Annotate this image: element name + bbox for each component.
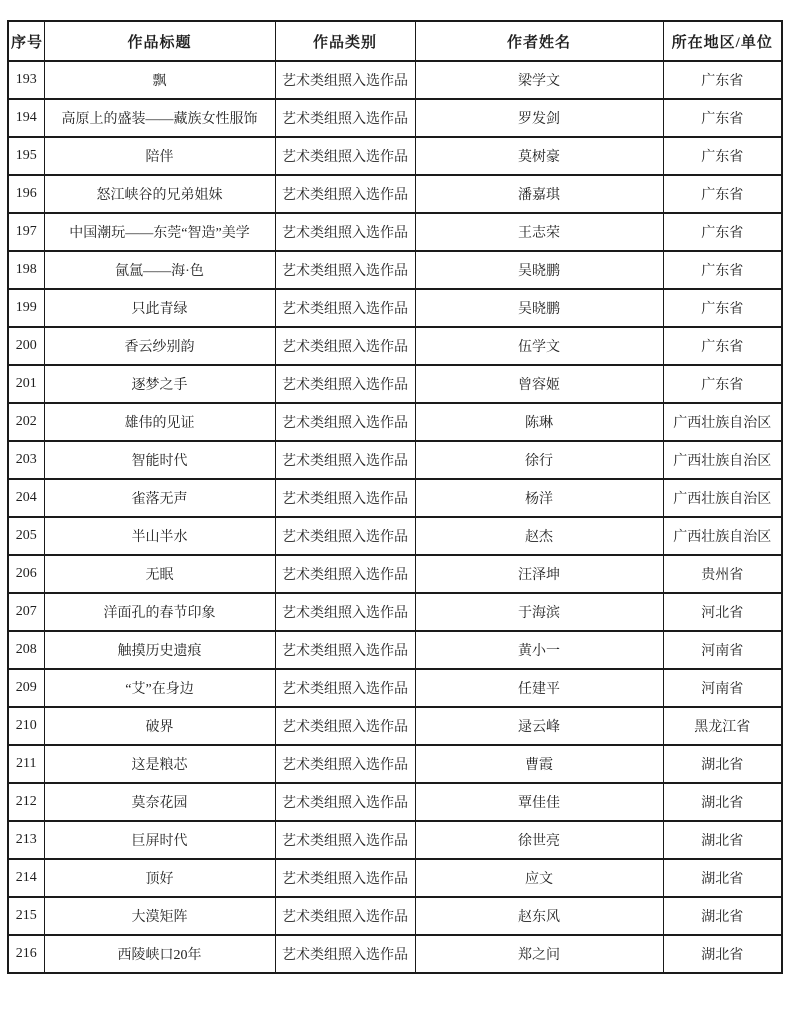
cell-author-name: 曾容姬 [415,365,663,403]
cell-serial-number: 216 [8,935,44,973]
cell-work-category: 艺术类组照入选作品 [275,821,415,859]
cell-region-unit: 湖北省 [663,935,782,973]
cell-work-category: 艺术类组照入选作品 [275,99,415,137]
cell-work-category: 艺术类组照入选作品 [275,61,415,99]
header-region-unit: 所在地区/单位 [663,21,782,61]
cell-work-title: 高原上的盛装——藏族女性服饰 [44,99,275,137]
cell-work-category: 艺术类组照入选作品 [275,327,415,365]
table-row [8,593,782,631]
table-row [8,365,782,403]
cell-serial-number: 196 [8,175,44,213]
table-row [8,555,782,593]
cell-region-unit: 广东省 [663,251,782,289]
cell-serial-number: 205 [8,517,44,555]
cell-author-name: 赵东风 [415,897,663,935]
cell-region-unit: 广东省 [663,99,782,137]
cell-serial-number: 194 [8,99,44,137]
table-row [8,403,782,441]
cell-work-title: 雄伟的见证 [44,403,275,441]
cell-author-name: 郑之问 [415,935,663,973]
cell-work-category: 艺术类组照入选作品 [275,175,415,213]
cell-work-title: “艾”在身边 [44,669,275,707]
cell-region-unit: 湖北省 [663,859,782,897]
cell-work-category: 艺术类组照入选作品 [275,479,415,517]
cell-author-name: 汪泽坤 [415,555,663,593]
cell-work-category: 艺术类组照入选作品 [275,631,415,669]
cell-serial-number: 203 [8,441,44,479]
table-row [8,935,782,973]
cell-work-title: 陪伴 [44,137,275,175]
cell-serial-number: 213 [8,821,44,859]
cell-work-title: 触摸历史遗痕 [44,631,275,669]
cell-serial-number: 210 [8,707,44,745]
cell-author-name: 罗发剑 [415,99,663,137]
cell-work-title: 莫奈花园 [44,783,275,821]
cell-serial-number: 209 [8,669,44,707]
cell-serial-number: 207 [8,593,44,631]
cell-work-category: 艺术类组照入选作品 [275,137,415,175]
cell-work-title: 飘 [44,61,275,99]
cell-author-name: 逯云峰 [415,707,663,745]
cell-region-unit: 广东省 [663,289,782,327]
table-row [8,631,782,669]
cell-work-category: 艺术类组照入选作品 [275,593,415,631]
cell-serial-number: 202 [8,403,44,441]
cell-region-unit: 广东省 [663,365,782,403]
cell-work-category: 艺术类组照入选作品 [275,289,415,327]
cell-work-title: 氤氲——海·色 [44,251,275,289]
cell-work-category: 艺术类组照入选作品 [275,669,415,707]
cell-author-name: 任建平 [415,669,663,707]
cell-region-unit: 湖北省 [663,783,782,821]
cell-work-category: 艺术类组照入选作品 [275,745,415,783]
cell-region-unit: 广西壮族自治区 [663,441,782,479]
cell-work-title: 顶好 [44,859,275,897]
cell-region-unit: 湖北省 [663,897,782,935]
works-table [7,20,783,974]
cell-region-unit: 广东省 [663,137,782,175]
cell-work-category: 艺术类组照入选作品 [275,783,415,821]
cell-serial-number: 195 [8,137,44,175]
cell-serial-number: 206 [8,555,44,593]
cell-region-unit: 广西壮族自治区 [663,479,782,517]
cell-author-name: 潘嘉琪 [415,175,663,213]
cell-work-title: 半山半水 [44,517,275,555]
header-serial-number: 序号 [8,21,44,61]
cell-work-category: 艺术类组照入选作品 [275,517,415,555]
cell-work-title: 这是粮芯 [44,745,275,783]
cell-work-title: 香云纱别韵 [44,327,275,365]
table-header [8,21,782,61]
cell-region-unit: 湖北省 [663,821,782,859]
table-row [8,99,782,137]
cell-region-unit: 河南省 [663,631,782,669]
cell-work-title: 智能时代 [44,441,275,479]
cell-serial-number: 212 [8,783,44,821]
cell-work-category: 艺术类组照入选作品 [275,365,415,403]
cell-work-title: 只此青绿 [44,289,275,327]
cell-region-unit: 广西壮族自治区 [663,403,782,441]
cell-serial-number: 214 [8,859,44,897]
cell-serial-number: 197 [8,213,44,251]
cell-work-title: 逐梦之手 [44,365,275,403]
cell-author-name: 于海滨 [415,593,663,631]
cell-serial-number: 208 [8,631,44,669]
cell-region-unit: 广东省 [663,61,782,99]
cell-author-name: 吴晓鹏 [415,289,663,327]
cell-serial-number: 199 [8,289,44,327]
cell-serial-number: 215 [8,897,44,935]
header-work-category: 作品类别 [275,21,415,61]
cell-author-name: 吴晓鹏 [415,251,663,289]
cell-region-unit: 广东省 [663,213,782,251]
cell-work-title: 巨屏时代 [44,821,275,859]
cell-region-unit: 湖北省 [663,745,782,783]
table-row [8,289,782,327]
cell-author-name: 曹霞 [415,745,663,783]
cell-work-title: 无眠 [44,555,275,593]
cell-work-category: 艺术类组照入选作品 [275,213,415,251]
table-body [8,61,782,973]
cell-author-name: 徐行 [415,441,663,479]
cell-work-title: 洋面孔的春节印象 [44,593,275,631]
cell-author-name: 覃佳佳 [415,783,663,821]
cell-work-title: 中国潮玩——东莞“智造”美学 [44,213,275,251]
cell-serial-number: 193 [8,61,44,99]
cell-author-name: 莫树豪 [415,137,663,175]
cell-author-name: 赵杰 [415,517,663,555]
cell-work-title: 大漠矩阵 [44,897,275,935]
cell-region-unit: 河北省 [663,593,782,631]
table-row [8,707,782,745]
cell-author-name: 黄小一 [415,631,663,669]
table-row [8,251,782,289]
cell-region-unit: 黑龙江省 [663,707,782,745]
cell-work-title: 西陵峡口20年 [44,935,275,973]
table-row [8,669,782,707]
cell-region-unit: 广东省 [663,327,782,365]
cell-region-unit: 贵州省 [663,555,782,593]
cell-author-name: 王志荣 [415,213,663,251]
header-author-name: 作者姓名 [415,21,663,61]
cell-author-name: 徐世亮 [415,821,663,859]
cell-serial-number: 201 [8,365,44,403]
cell-serial-number: 200 [8,327,44,365]
cell-work-category: 艺术类组照入选作品 [275,403,415,441]
cell-serial-number: 204 [8,479,44,517]
table-row [8,783,782,821]
cell-work-category: 艺术类组照入选作品 [275,555,415,593]
cell-work-category: 艺术类组照入选作品 [275,897,415,935]
header-row [8,21,782,61]
table-row [8,61,782,99]
table-row [8,327,782,365]
header-work-title: 作品标题 [44,21,275,61]
table-row [8,213,782,251]
table-row [8,517,782,555]
table-row [8,745,782,783]
cell-work-category: 艺术类组照入选作品 [275,707,415,745]
table-row [8,137,782,175]
cell-work-category: 艺术类组照入选作品 [275,441,415,479]
table-row [8,897,782,935]
cell-author-name: 梁学文 [415,61,663,99]
cell-work-category: 艺术类组照入选作品 [275,859,415,897]
table-row [8,175,782,213]
table-row [8,479,782,517]
cell-author-name: 伍学文 [415,327,663,365]
table-row [8,821,782,859]
cell-serial-number: 211 [8,745,44,783]
cell-work-title: 破界 [44,707,275,745]
cell-author-name: 陈琳 [415,403,663,441]
cell-work-category: 艺术类组照入选作品 [275,251,415,289]
cell-author-name: 应文 [415,859,663,897]
table-row [8,441,782,479]
cell-work-category: 艺术类组照入选作品 [275,935,415,973]
cell-serial-number: 198 [8,251,44,289]
table-row [8,859,782,897]
cell-work-title: 怒江峡谷的兄弟姐妹 [44,175,275,213]
cell-work-title: 雀落无声 [44,479,275,517]
cell-region-unit: 广西壮族自治区 [663,517,782,555]
cell-region-unit: 广东省 [663,175,782,213]
cell-region-unit: 河南省 [663,669,782,707]
cell-author-name: 杨洋 [415,479,663,517]
